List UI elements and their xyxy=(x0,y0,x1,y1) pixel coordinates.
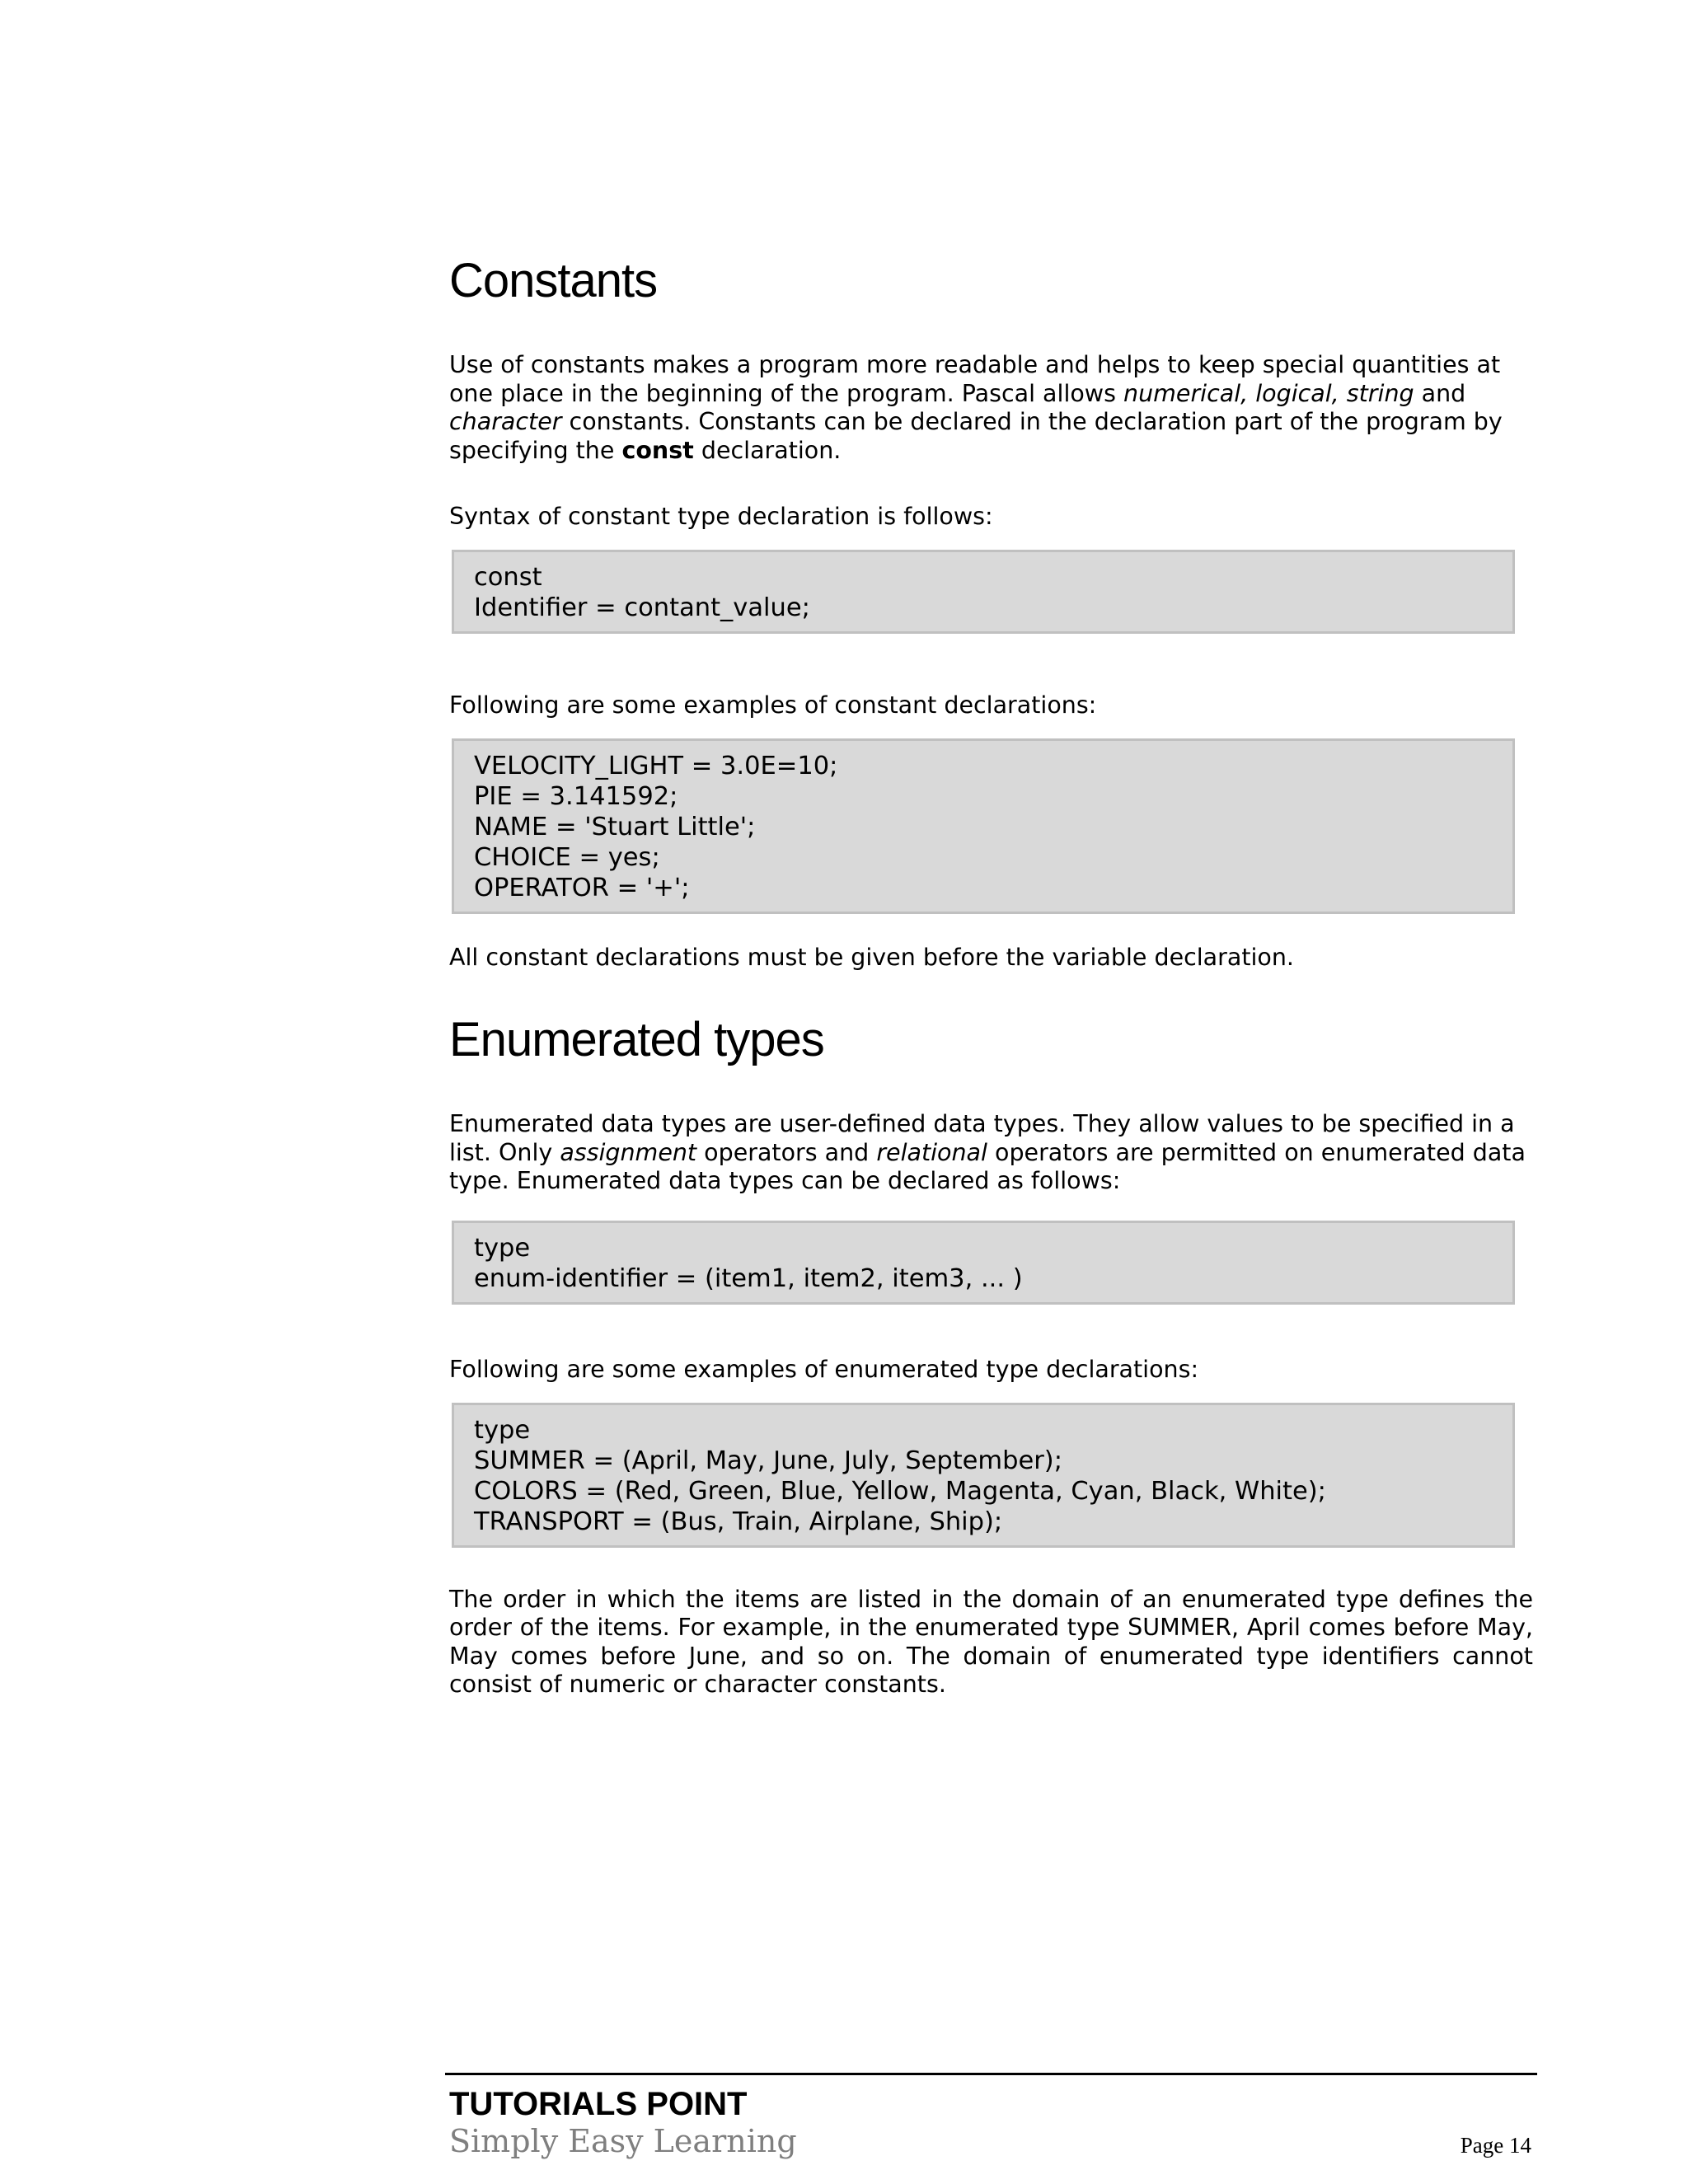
enumerated-examples-code xyxy=(452,1403,1515,1548)
text-run: Enumerated data types are user-defined data types. They allow values to be specified in a list. Only xyxy=(449,1110,1515,1166)
footer-divider xyxy=(445,2073,1537,2075)
code-line: type xyxy=(474,1415,531,1445)
code-line: VELOCITY_LIGHT = 3.0E=10; xyxy=(474,751,838,780)
code-line: const xyxy=(474,562,542,592)
text-run: operators and xyxy=(696,1138,877,1166)
enumerated-heading: Enumerated types xyxy=(449,1013,824,1067)
enumerated-closing-paragraph: The order in which the items are listed in the domain of an enumerated type defines the order of the items. For example, in the enumerated type SUMMER, April comes before May, May comes before June, and so on. The domain of enumerated type identifiers cannot consist of numeric or character constants. xyxy=(449,1585,1533,1699)
code-line: type xyxy=(474,1233,531,1263)
enumerated-intro-paragraph xyxy=(449,1110,1533,1196)
text-run: constants. Constants can be declared in the declaration part of the program by specifying the xyxy=(449,408,1503,464)
code-line: SUMMER = (April, May, June, July, September); xyxy=(474,1446,1062,1475)
code-line: COLORS = (Red, Green, Blue, Yellow, Magenta, Cyan, Black, White); xyxy=(474,1476,1326,1506)
footer-brand: TUTORIALS POINT xyxy=(449,2086,748,2122)
text-run: const xyxy=(621,436,694,464)
code-line: PIE = 3.141592; xyxy=(474,781,678,811)
constants-note: All constant declarations must be given before the variable declaration. xyxy=(449,943,1294,971)
footer-tagline: Simply Easy Learning xyxy=(449,2123,797,2159)
page-content xyxy=(449,252,1533,1699)
code-line: OPERATOR = '+'; xyxy=(474,873,690,902)
code-line: CHOICE = yes; xyxy=(474,842,660,872)
enumerated-syntax-code xyxy=(452,1221,1515,1305)
constants-intro-paragraph xyxy=(449,351,1533,465)
text-run: operators are permitted on enumerated data type. Enumerated data types can be declared as follows: xyxy=(449,1138,1526,1195)
page-number: Page 14 xyxy=(1460,2133,1531,2158)
text-run: assignment xyxy=(560,1138,697,1166)
constants-examples-text: Following are some examples of constant declarations: xyxy=(449,691,1097,719)
code-line: TRANSPORT = (Bus, Train, Airplane, Ship); xyxy=(474,1507,1003,1536)
constants-examples-code xyxy=(452,738,1515,914)
code-line: Identifier = contant_value; xyxy=(474,593,810,622)
code-line: enum-identifier = (item1, item2, item3, ... ) xyxy=(474,1263,1023,1293)
text-run: relational xyxy=(876,1138,987,1166)
text-run: and xyxy=(1414,379,1466,407)
text-run: character xyxy=(449,408,562,436)
constants-heading: Constants xyxy=(449,254,658,307)
code-line: NAME = 'Stuart Little'; xyxy=(474,812,756,841)
text-run: numerical, logical, string xyxy=(1123,379,1414,407)
text-run: declaration. xyxy=(693,436,842,464)
enumerated-examples-text: Following are some examples of enumerated type declarations: xyxy=(449,1355,1199,1383)
constants-syntax-text: Syntax of constant type declaration is follows: xyxy=(449,503,993,531)
text-run: Use of constants makes a program more readable and helps to keep special quantities at one place in the beginning of the program. Pascal allows xyxy=(449,351,1501,407)
constants-syntax-code xyxy=(452,550,1515,634)
